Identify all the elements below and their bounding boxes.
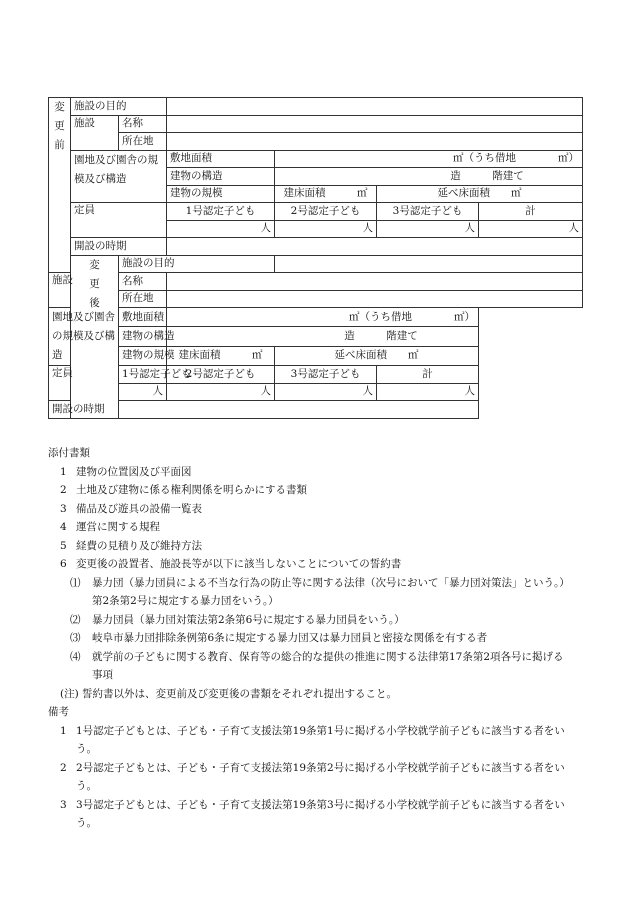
remark-continuation: う。 (76, 817, 97, 829)
attachment-item: 1 建物の位置図及び平面図 (60, 465, 192, 478)
name-field[interactable] (167, 115, 583, 133)
purpose-label: 施設の目的 (71, 98, 167, 116)
form-table (48, 97, 583, 419)
cert1-header: 1号認定子ども (119, 366, 167, 384)
pledge-condition-item: ⑶ 岐阜市暴力団排除条例第6条に規定する暴力団又は暴力団員と密接な関係を有する者 (70, 632, 488, 644)
address-field[interactable] (167, 290, 583, 308)
phase-after: 変 更 後 (71, 255, 119, 418)
total-count[interactable]: 人 (479, 220, 583, 238)
pledge-conditions-list (48, 574, 588, 685)
structure-field[interactable]: 造 階建て (167, 327, 479, 346)
attachment-item: 2 土地及び建物に係る権利関係を明らかにする書類 (60, 484, 307, 496)
phase-before: 変 更 前 (49, 98, 71, 273)
total-header: 計 (479, 203, 583, 221)
address-field[interactable] (167, 133, 583, 151)
name-field[interactable] (167, 273, 583, 291)
land-area-field[interactable]: ㎡（うち借地 ㎡） (167, 308, 479, 327)
remarks-heading: 備考 (48, 706, 69, 718)
purpose-field[interactable] (275, 255, 583, 273)
remarks-list (48, 722, 588, 833)
name-label: 名称 (119, 273, 167, 291)
scale-label: 園地及び園舎の規模及び構造 (71, 150, 167, 203)
opening-label: 開設の時期 (49, 401, 119, 419)
pledge-condition-continuation: 第2条第2号に規定する暴力団をいう。） (92, 595, 279, 607)
pledge-condition-continuation: 事項 (92, 669, 113, 681)
structure-label: 建物の構造 (119, 327, 167, 346)
total-floor-field[interactable]: 延べ床面積 ㎡ (275, 346, 479, 365)
cert1-header: 1号認定子ども (167, 203, 275, 221)
address-label: 所在地 (119, 133, 167, 151)
attachment-item: 3 備品及び遊具の設備一覧表 (60, 502, 202, 515)
pledge-condition-item: ⑵ 暴力団員（暴力団対策法第2条第6号に規定する暴力団員をいう。） (70, 613, 405, 626)
floor-area-field[interactable]: 建床面積 ㎡ (275, 185, 377, 203)
remark-item: 3 3号認定子どもとは、子ども・子育て支援法第19条第3号に掲げる小学校就学前子どもに該当する者をい (60, 798, 565, 811)
attachments-heading: 添付書類 (48, 447, 90, 459)
opening-label: 開設の時期 (71, 238, 167, 256)
remark-item: 2 2号認定子どもとは、子ども・子育て支援法第19条第2号に掲げる小学校就学前子どもに該当する者をい (60, 761, 565, 774)
facility-label: 施設 (71, 115, 119, 150)
building-scale-label: 建物の規模 (167, 185, 275, 203)
attachment-item: 6 変更後の設置者、施設長等が以下に該当しないことについての誓約書 (60, 558, 402, 570)
structure-field[interactable]: 造 階建て (275, 168, 583, 186)
facility-label: 施設 (49, 273, 71, 308)
cert2-header: 2号認定子ども (167, 366, 275, 384)
land-area-label: 敷地面積 (119, 308, 167, 327)
address-label: 所在地 (119, 290, 167, 308)
total-floor-field[interactable]: 延べ床面積 ㎡ (377, 185, 583, 203)
purpose-field[interactable] (167, 98, 583, 116)
cert3-count[interactable]: 人 (275, 383, 377, 401)
change-form (48, 97, 582, 419)
capacity-label: 定員 (71, 203, 167, 238)
capacity-label: 定員 (49, 366, 119, 401)
cert1-count[interactable]: 人 (119, 383, 167, 401)
opening-field[interactable] (167, 238, 583, 256)
floor-area-field[interactable]: 建床面積 ㎡ (167, 346, 275, 365)
notes-section (48, 444, 588, 833)
pledge-condition-item: ⑴ 暴力団（暴力団員による不当な行為の防止等に関する法律（次号において「暴力団対策法」という。） (70, 576, 570, 589)
purpose-label: 施設の目的 (119, 255, 275, 273)
opening-field[interactable] (119, 401, 479, 419)
total-count[interactable]: 人 (377, 383, 479, 401)
cert2-header: 2号認定子ども (275, 203, 377, 221)
cert2-count[interactable]: 人 (275, 220, 377, 238)
attachments-note: (注) 誓約書以外は、変更前及び変更後の書類をそれぞれ提出すること。 (60, 687, 397, 700)
cert1-count[interactable]: 人 (167, 220, 275, 238)
land-area-label: 敷地面積 (167, 150, 275, 168)
cert3-count[interactable]: 人 (377, 220, 479, 238)
attachment-item: 5 経費の見積り及び維持方法 (60, 539, 202, 552)
remark-continuation: う。 (76, 743, 97, 755)
building-scale-label: 建物の規模 (119, 346, 167, 365)
attachments-list (48, 463, 588, 574)
scale-label: 園地及び園舎の規模及び構造 (49, 308, 119, 366)
cert3-header: 3号認定子ども (275, 366, 377, 384)
remark-item: 1 1号認定子どもとは、子ども・子育て支援法第19条第1号に掲げる小学校就学前子どもに該当する者をい (60, 724, 565, 737)
total-header: 計 (377, 366, 479, 384)
land-area-field[interactable]: ㎡（うち借地 ㎡） (275, 150, 583, 168)
cert2-count[interactable]: 人 (167, 383, 275, 401)
structure-label: 建物の構造 (167, 168, 275, 186)
name-label: 名称 (119, 115, 167, 133)
cert3-header: 3号認定子ども (377, 203, 479, 221)
attachment-item: 4 運営に関する規程 (60, 521, 160, 533)
pledge-condition-item: ⑷ 就学前の子どもに関する教育、保育等の総合的な提供の推進に関する法律第17条第2項各号に掲げる (70, 650, 564, 663)
remark-continuation: う。 (76, 780, 97, 792)
